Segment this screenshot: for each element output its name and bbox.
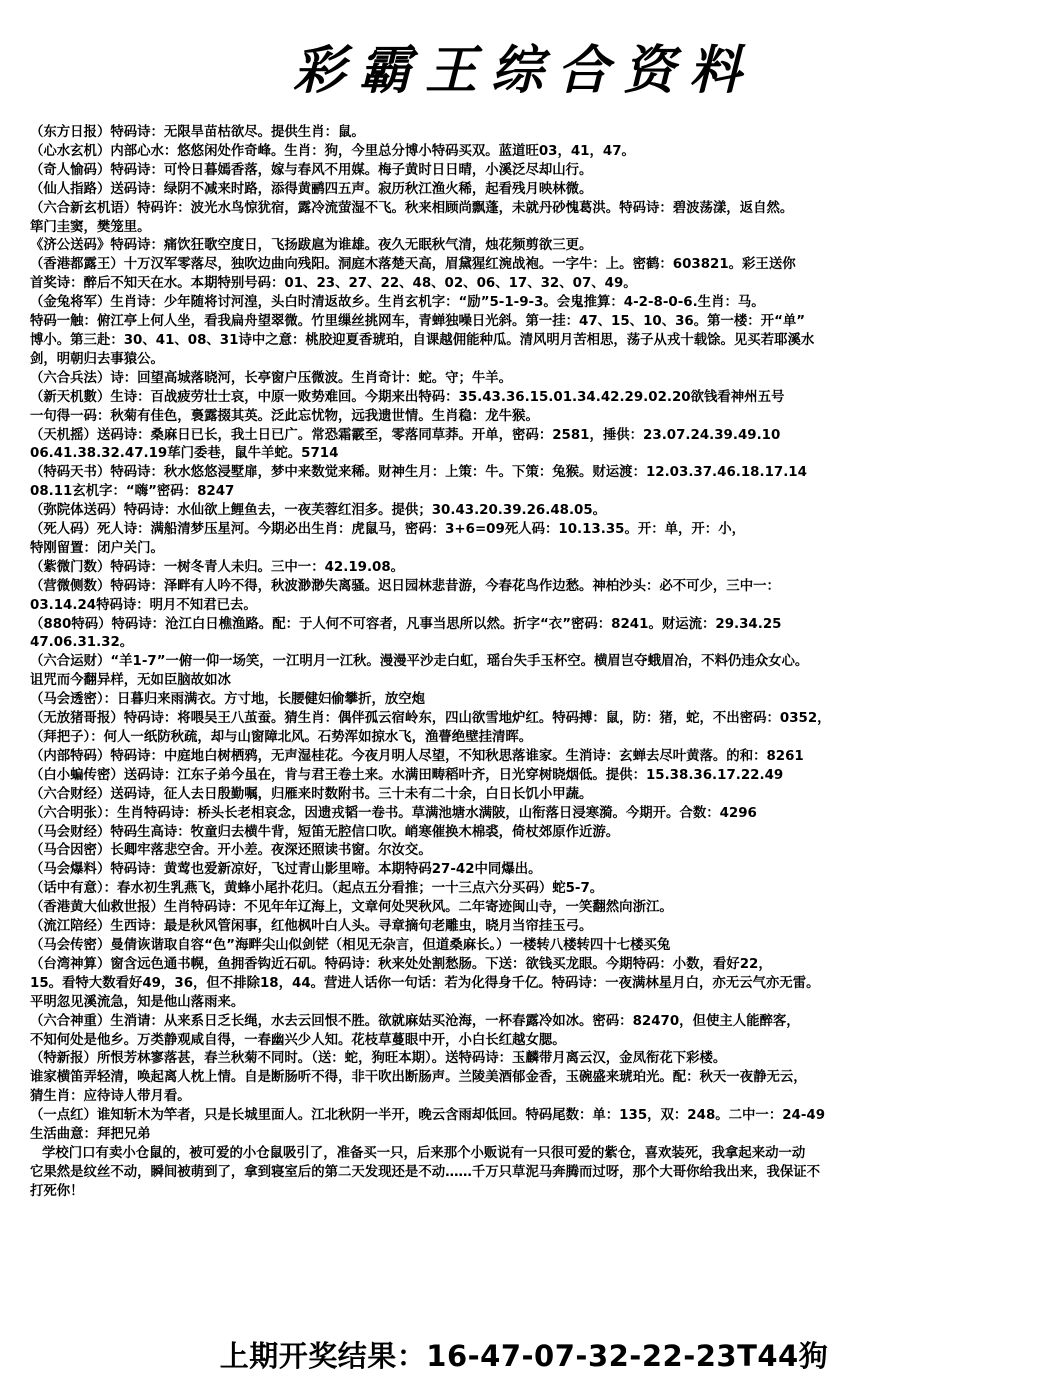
text-line: （无放猪哥报）特码诗：将喂吴王八茧蚕。猜生肖：偶伴孤云宿岭东，四山欲雪地炉红。特码搏：鼠，防：猪，蛇，不出密码：0352， xyxy=(30,711,831,727)
text-line: （拜把子）：何人一纸防秋疏，却与山窗障北风。石势浑如掠水飞，渔瞢绝壁挂清晖。 xyxy=(30,730,533,745)
text-line: （马会爆料）特码诗：黄莺也爱新凉好，飞过青山影里啼。本期特码27-42中同爆出。 xyxy=(30,862,542,878)
text-line: 特码一触：俯江亭上何人坐，看我扁舟望翠微。竹里缫丝挑网车，青蝉独噪日光斜。第一挂：47、15、10、36。第一楼：开“单” xyxy=(30,314,806,330)
text-line: （仙人指路）送码诗：绿阴不减来时路，添得黄鹂四五声。寂历秋江渔火稀，起看残月映林微。 xyxy=(30,181,593,197)
text-line: 诅咒而今翻异样，无如臣脑故如冰 xyxy=(30,673,231,689)
text-line: 特刚留置：闭户关门。 xyxy=(30,540,164,556)
text-line: （流江陪经）生西诗：最是秋风管闲事，红他枫叶白人头。寻章摘句老雕虫，晓月当帘挂玉弓。 xyxy=(30,919,593,935)
text-line: （死人码）死人诗：满船清梦压星河。今期必出生肖：虎鼠马，密码：3+6=09死人码：10.13.35。开：单，开：小， xyxy=(30,522,745,538)
text-line: 平明忽见溪流急，知是他山落雨来。 xyxy=(30,994,245,1010)
text-line: （东方日报）特码诗：无限旱苗枯欲尽。提供生肖：鼠。 xyxy=(30,125,365,140)
text-line: （马会财经）特码生高诗：牧童归去横牛背，短笛无腔信口吹。峭寒催换木棉裘，倚杖郊原作近游。 xyxy=(30,824,620,840)
text-line: （新天机數）生诗：百战疲劳壮士哀，中原一败势难回。今期来出特码：35.43.36.15.01.34.42.29.02.20欲钱看神州五号 xyxy=(30,389,785,405)
text-line: 猜生肖：应待诗人带月看。 xyxy=(30,1089,191,1105)
text-line: （特新报）所恨芳林寥落甚，春兰秋菊不同时。（送：蛇，狗旺本期）。送特码诗：玉麟带月离云汉，金凤衔花下彩楼。 xyxy=(30,1051,727,1067)
text-line: （六合兵法）诗：回望高城落晓河，长亭窗户压微波。生肖奇计：蛇。守；牛羊。 xyxy=(30,370,513,386)
text-line: （六合新玄机语）特码许：波光水鸟惊犹宿，露冷流萤湿不飞。秋来相顾尚飘蓬，未就丹砂愧葛洪。特码诗：碧波荡漾，返自然。 xyxy=(30,200,794,216)
text-line: （心水玄机）内部心水：悠悠闲处作奇峰。生肖：狗，今里总分博小特码买双。蓝道旺03，41，47。 xyxy=(30,143,635,159)
text-line: 一句得一码：秋菊有佳色，裛露掇其英。泛此忘忧物，远我遗世情。生肖稳：龙牛猴。 xyxy=(30,408,539,424)
text-line: （内部特码）特码诗：中庭地白树栖鸦，无声湿桂花。今夜月明人尽望，不知秋思落谁家。生消诗：玄蝉去尽叶黄落。的和：8261 xyxy=(30,748,804,764)
text-line: 生活曲意：拜把兄弟 xyxy=(30,1127,151,1143)
text-line: 47.06.31.32。 xyxy=(30,635,134,651)
text-line: （六合财经）送码诗，征人去日殷勤嘱，归雁来时数附书。三十未有二十余，白日长饥小甲蔬。 xyxy=(30,786,593,802)
text-line: 03.14.24特码诗：明月不知君已去。 xyxy=(30,597,257,613)
text-line: （白小蝙传密）送码诗：江东子弟今虽在，肯与君王卷土来。水满田畴稻叶齐，日光穿树晓烟低。提供：15.38.36.17.22.49 xyxy=(30,767,784,783)
text-line: （880特码）特码诗：沧江白日樵渔路。配：于人何不可容者，凡事当思所以然。折字“衣”密码：8241。财运流：29.34.25 xyxy=(30,616,782,632)
text-line: （台湾神算）窗含远色通书幌，鱼拥香钩近石矶。特码诗：秋来处处割愁肠。下送：欲钱买龙眼。今期特码：小数，看好22， xyxy=(30,956,772,972)
text-line: 不知何处是他乡。万类静观咸自得，一春幽兴少人知。花枝草蔓眼中开，小白长红越女腮。 xyxy=(30,1032,566,1048)
text-line: （六合神重）生消请：从来系日乏长绳，水去云回恨不胜。欲就麻姑买沧海，一杯春露冷如冰。密码：82470，但使主人能醉客， xyxy=(30,1013,800,1029)
text-line: 剑，明朝归去事猿公。 xyxy=(30,351,164,367)
text-line: 06.41.38.32.47.19荜门委巷，鼠牛羊蛇。5714 xyxy=(30,446,339,462)
text-line: 筚门圭窦，樊笼里。 xyxy=(30,219,151,235)
page-title: 彩霸王综合资料 xyxy=(292,40,755,101)
text-line: （奇人愉码）特码诗：可怜日暮嫣香落，嫁与春风不用媒。梅子黄时日日晴，小溪泛尽却山行。 xyxy=(30,162,593,178)
text-line: 《济公送码》特码诗：痛饮狂歌空度日，飞扬跋扈为谁雄。夜久无眠秋气清，烛花频剪欲三更。 xyxy=(30,238,593,254)
text-line: （六合运财）“羊1-7”一俯一仰一场笑，一江明月一江秋。漫漫平沙走白虹，瑶台失手玉杯空。横眉岂夺蛾眉冶，不料仍违众女心。 xyxy=(30,654,809,670)
text-line: （紫微门数）特码诗：一树冬青人未归。三中一：42.19.08。 xyxy=(30,559,405,575)
story-line: 它果然是纹丝不动，瞬间被萌到了，拿到寝室后的第二天发现还是不动……千万只草泥马奔腾而过呀，那个大哥你给我出来，我保证不 xyxy=(30,1164,821,1180)
last-draw-result: 上期开奖结果：16-47-07-32-22-23T44狗 xyxy=(219,1339,829,1373)
text-line: （营微侧数）特码诗：泽畔有人吟不得，秋波渺渺失离骚。迟日园林悲昔游，今春花鸟作边愁。神柏沙头：必不可少，三中一： xyxy=(30,578,780,594)
text-line: （马会传密）曼倩诙谐取自容“色”海畔尖山似剑铓（相见无杂言，但道桑麻长。）一楼转八楼转四十七楼买兔 xyxy=(30,937,671,953)
text-line: （香港都露王）十万汉军零落尽，独吹边曲向残阳。洞庭木落楚天高，眉黛猩红涴战袍。一字牛：上。密鹤：603821。彩王送你 xyxy=(30,257,796,273)
text-line: （弥院体送码）特码诗：水仙欲上鲤鱼去，一夜芙蓉红泪多。提供；30.43.20.39.26.48.05。 xyxy=(30,503,607,519)
text-line: （马合因密）长卿牢落悲空舍。开小差。夜深还照读书窗。尔汝交。 xyxy=(30,843,432,859)
text-line: （天机摇）送码诗：桑麻日已长，我土日已广。常恐霜霰至，零落同草莽。开单，密码：2581，捶供：23.07.24.39.49.10 xyxy=(30,427,781,443)
text-line: 博小。第三赴：30、41、08、31诗中之意：桃胶迎夏香琥珀，自课越佣能种瓜。清风明月苦相思，荡子从戎十载馀。见买若耶溪水 xyxy=(30,332,815,348)
text-line: （特码天书）特码诗：秋水悠悠浸墅扉，梦中来数觉来稀。财神生月：上策：牛。下策：兔猴。财运渡：12.03.37.46.18.17.14 xyxy=(30,465,807,481)
text-line: （话中有意）：春水初生乳燕飞，黄蜂小尾扑花归。（起点五分看推；一十三点六分买码）蛇5-7。 xyxy=(30,881,604,897)
document-body xyxy=(30,124,1048,1202)
story-line: 学校门口有卖小仓鼠的，被可爱的小仓鼠吸引了，准备买一只，后来那个小贩说有一只很可爱的紫仓，喜欢装死，我拿起来动一动 xyxy=(42,1145,806,1161)
text-line: 08.11玄机字：“嗨”密码：8247 xyxy=(30,484,235,500)
text-line: （香港黄大仙救世报）生肖特码诗：不见年年辽海上，文章何处哭秋风。二年寄迹闽山寺，一笑翻然向浙江。 xyxy=(30,900,673,916)
text-line: （一点红）谁知斩木为竿者，只是长城里面人。江北秋阴一半开，晚云含雨却低回。特码尾数：单：135，双：248。二中一：24-49 xyxy=(30,1108,826,1124)
text-line: 首奖诗：醉后不知天在水。本期特别号码：01、23、27、22、48、02、06、17、32、07、49。 xyxy=(30,276,637,292)
text-line: 15。看特大数看好49，36，但不排除18，44。营进人话你一句话：若为化得身千亿。特码诗：一夜满林星月白，亦无云气亦无雷。 xyxy=(30,975,820,991)
text-line: （马会透密）：日暮归来雨满衣。方寸地，长腰健妇偷攀折，放空炮 xyxy=(30,692,426,708)
text-line: 谁家横笛弄轻清，唤起离人枕上情。自是断肠听不得，非干吹出断肠声。兰陵美酒郁金香，玉碗盛来琥珀光。配：秋天一夜静无云， xyxy=(30,1070,807,1086)
text-line: （金兔将军）生肖诗：少年随将讨河湟，头白时清返故乡。生肖玄机字：“励”5-1-9-3。会鬼推算：4-2-8-0-6.生肖：马。 xyxy=(30,295,765,311)
story-line: 打死你！ xyxy=(30,1183,84,1199)
text-line: （六合明张）：生肖特码诗：桥头长老相哀念，因遗戎韬一卷书。草满池塘水满陂，山衔落日浸寒漪。今期开。合数：4296 xyxy=(30,805,757,821)
